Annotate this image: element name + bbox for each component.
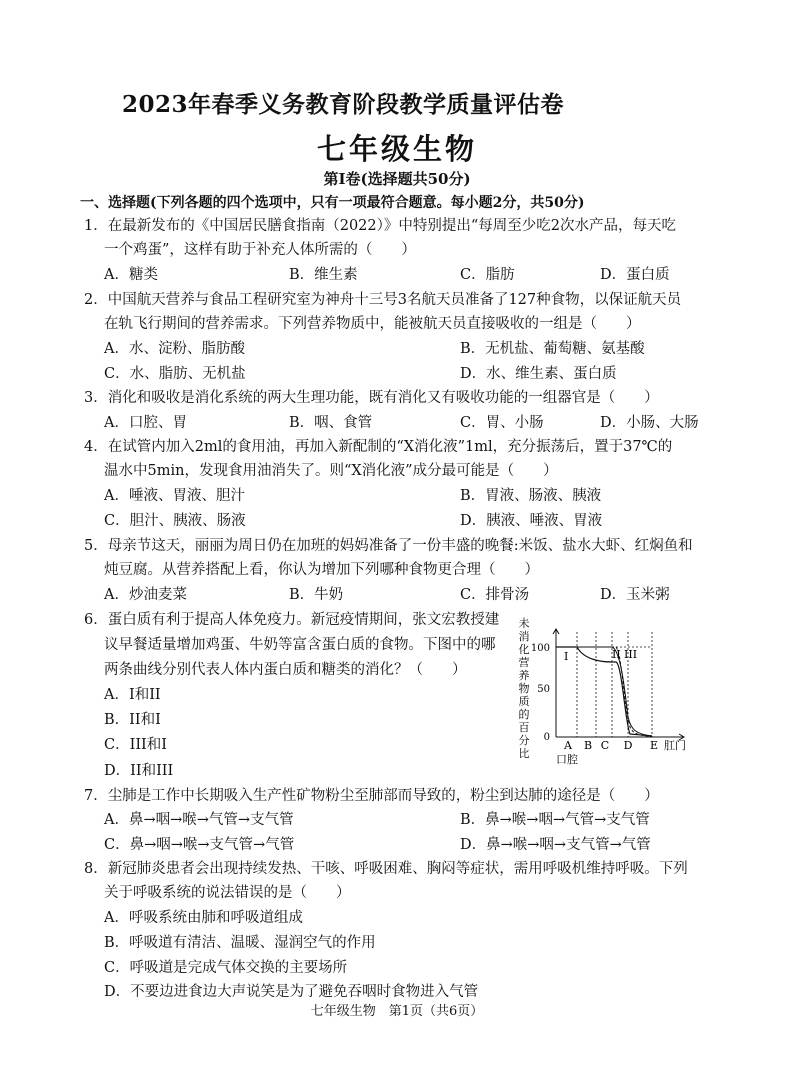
y-tick-label: 50 (537, 684, 550, 695)
section-heading: 一、选择题(下列各题的四个选项中，只有一项最符合题意。每小题2分，共50分) (80, 195, 585, 211)
y-label-char: 分 (518, 734, 530, 747)
option-c[interactable]: C．脂肪 (460, 267, 515, 283)
question-stem-line: 5．母亲节这天，丽丽为周日仍在加班的妈妈准备了一份丰盛的晚餐:米饭、盐水大虾、红焖鱼和 (84, 538, 693, 554)
option-a[interactable]: A．口腔、胃 (104, 415, 187, 431)
option-d[interactable]: D．不要边进食边大声说笑是为了避免吞咽时食物进入气管 (104, 984, 479, 1000)
question-stem-line: 1．在最新发布的《中国居民膳食指南（2022）》中特别提出“每周至少吃2次水产品，每天吃 (84, 218, 677, 234)
curve-iii (556, 647, 652, 736)
exam-title: 2023年春季义务教育阶段教学质量评估卷 (122, 91, 565, 118)
question-stem-line: 两条曲线分别代表人体内蛋白质和糖类的消化？（ ） (104, 662, 467, 678)
question-stem-line: 一个鸡蛋”，这样有助于补充人体所需的（ ） (104, 242, 416, 258)
y-axis-label (519, 616, 530, 760)
x-tick-label: B (583, 739, 593, 752)
question-stem-line: 4．在试管内加入2ml的食用油，再加入新配制的“X消化液”1ml，充分振荡后，置于37℃的 (84, 439, 673, 455)
x-tick-label: A (564, 739, 572, 752)
option-b[interactable]: B．II和I (104, 712, 161, 728)
option-d[interactable]: D．玉米粥 (600, 587, 670, 603)
option-c[interactable]: C．排骨汤 (460, 587, 530, 603)
option-b[interactable]: B．牛奶 (289, 587, 344, 603)
x-tick-label: E (649, 739, 659, 752)
curve-label-i: I (564, 650, 569, 663)
option-b[interactable]: B．维生素 (289, 267, 358, 283)
question-stem-line: 3．消化和吸收是消化系统的两大生理功能，既有消化又有吸收功能的一组器官是（ ） (84, 390, 659, 406)
question-stem-line: 关于呼吸系统的说法错误的是（ ） (104, 885, 351, 901)
y-label-char: 的 (518, 708, 530, 721)
x-tick-label: D (623, 739, 633, 752)
option-b[interactable]: B．咽、食管 (289, 415, 373, 431)
curve-label-iii: III (624, 648, 638, 661)
option-d[interactable]: D．胰液、唾液、胃液 (460, 513, 603, 529)
x-end-label: 肛门 (664, 739, 686, 752)
option-b[interactable]: B．鼻→喉→咽→气管→支气管 (460, 812, 650, 828)
option-a[interactable]: A．水、淀粉、脂肪酸 (104, 341, 245, 357)
option-d[interactable]: D．蛋白质 (600, 267, 670, 283)
y-label-char: 百 (518, 721, 530, 734)
option-c[interactable]: C．鼻→咽→喉→支气管→气管 (104, 837, 295, 853)
page-footer: 七年级生物 第1页（共6页） (310, 1004, 484, 1019)
curve-ii (556, 647, 652, 736)
option-b[interactable]: B．呼吸道有清洁、温暖、湿润空气的作用 (104, 935, 376, 951)
option-c[interactable]: C．水、脂肪、无机盐 (104, 366, 246, 382)
question-stem-line: 在轨飞行期间的营养需求。下列营养物质中，能被航天员直接吸收的一组是（ ） (104, 316, 641, 332)
subject-title: 七年级生物 (316, 132, 477, 166)
y-label-char: 化 (518, 643, 530, 656)
question-stem-line: 7．尘肺是工作中长期吸入生产性矿物粉尘至肺部而导致的，粉尘到达肺的途径是（ ） (84, 788, 659, 804)
y-label-char: 未 (518, 617, 530, 630)
option-b[interactable]: B．无机盐、葡萄糖、氨基酸 (460, 341, 645, 357)
part-title: 第Ⅰ卷(选择题共50分) (323, 170, 471, 188)
x-start-label: 口腔 (556, 753, 578, 766)
question-stem-line: 6．蛋白质有利于提高人体免疫力。新冠疫情期间，张文宏教授建 (84, 612, 500, 628)
option-a[interactable]: A．鼻→咽→喉→气管→支气管 (104, 812, 294, 828)
option-c[interactable]: C．胆汁、胰液、肠液 (104, 513, 246, 529)
option-a[interactable]: A．I和II (104, 687, 161, 703)
y-label-char: 质 (518, 695, 530, 708)
option-d[interactable]: D．II和III (104, 763, 174, 779)
y-tick-label: 100 (530, 643, 550, 654)
y-label-char: 比 (518, 747, 530, 760)
y-tick-label: 0 (543, 732, 550, 743)
option-d[interactable]: D．水、维生素、蛋白质 (460, 366, 617, 382)
question-stem-line: 炖豆腐。从营养搭配上看，你认为增加下列哪种食物更合理（ ） (104, 562, 539, 578)
option-b[interactable]: B．胃液、肠液、胰液 (460, 488, 602, 504)
option-d[interactable]: D．小肠、大肠 (600, 415, 699, 431)
y-label-char: 消 (518, 630, 530, 643)
option-a[interactable]: A．糖类 (104, 267, 158, 283)
option-a[interactable]: A．呼吸系统由肺和呼吸道组成 (104, 910, 303, 926)
curve-i (556, 647, 652, 736)
curve-label-ii: II (612, 648, 621, 661)
question-stem-line: 8．新冠肺炎患者会出现持续发热、干咳、呼吸困难、胸闷等症状，需用呼吸机维持呼吸。下列 (84, 861, 688, 877)
option-a[interactable]: A．炒油麦菜 (104, 587, 187, 603)
y-label-char: 养 (518, 669, 530, 682)
x-tick-label: C (600, 739, 610, 752)
y-label-char: 营 (518, 656, 530, 669)
question-stem-line: 议早餐适量增加鸡蛋、牛奶等富含蛋白质的食物。下图中的哪 (104, 637, 496, 653)
option-c[interactable]: C．III和I (104, 737, 168, 753)
digestion-curve-figure (512, 612, 722, 772)
y-label-char: 物 (518, 682, 530, 695)
option-d[interactable]: D．鼻→喉→咽→支气管→气管 (460, 837, 651, 853)
question-stem-line: 温水中5min，发现食用油消失了。则“X消化液”成分最可能是（ ） (104, 463, 558, 479)
option-c[interactable]: C．呼吸道是完成气体交换的主要场所 (104, 960, 348, 976)
question-stem-line: 2．中国航天营养与食品工程研究室为神舟十三号3名航天员准备了127种食物，以保证航天员 (84, 292, 682, 308)
option-a[interactable]: A．唾液、胃液、胆汁 (104, 488, 245, 504)
segment-dividers (556, 632, 652, 737)
option-c[interactable]: C．胃、小肠 (460, 415, 544, 431)
